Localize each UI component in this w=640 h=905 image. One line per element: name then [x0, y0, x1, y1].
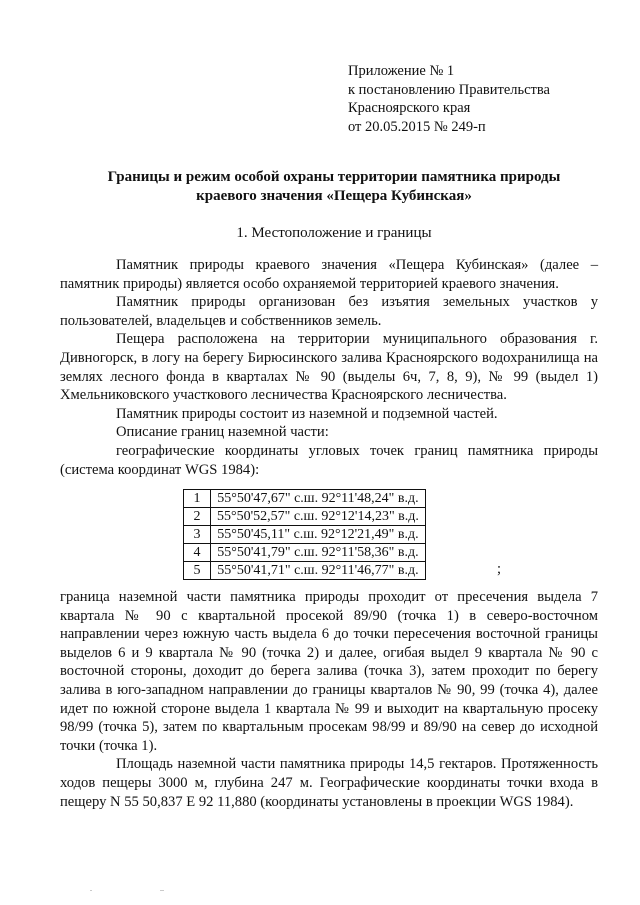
paragraph: Памятник природы краевого значения «Пещера Кубинская» (далее – памятник природы) является особо охраняемой территорией краевого значения.: [60, 257, 598, 292]
point-number: 1: [184, 490, 211, 508]
paragraph: Пещера расположена на территории муниципального образования г. Дивногорск, в логу на берегу Бирюсинского залива Красноярского водохранилища на землях лесного фонда в кварталах № 90 (выделы 6ч, 7, 8, 9), № 99 (выдел 1) Хмельниковского участкового лесничества Красноярского лесничества.: [60, 331, 598, 404]
paragraph: граница наземной части памятника природы проходит от пресечения выдела 7 квартала № 90 с квартальной просекой 89/90 (точка 1) в северо-восточном направлении через южную часть выдела 6 до точки пересечения восточной границы выделов 6 и 9 квартала № 90 (точка 2) и далее, огибая выдел 9 квартала № 90 с восточной стороны, доходит до берега залива (точка 3), затем проходит по берегу залива в юго-западном направлении до границы кварталов № 90, 99 (точка 4), далее идет по южной стороне выдела 1 квартала № 99 и выходит на квартальную просеку 98/99 (точка 5), затем по квартальным просекам 98/99 и 89/90 на север до исходной точки (точка 1).: [60, 589, 598, 754]
title-line-2: краевого значения «Пещера Кубинская»: [196, 188, 472, 204]
section-heading: 1. Местоположение и границы: [236, 225, 432, 241]
coordinates-table: [183, 489, 426, 580]
table-row: [184, 544, 426, 562]
appendix-line: Приложение № 1: [348, 63, 455, 79]
appendix-block: [348, 62, 550, 136]
paragraph: Площадь наземной части памятника природы 14,5 гектаров. Протяженность ходов пещеры 3000 м, глубина 247 м. Географические координаты точки входа в пещеру N 55 50,837 E 92 11,880 (координаты установлены в проекции WGS 1984).: [60, 756, 598, 810]
scan-mark: ..: [160, 884, 164, 893]
point-number: 2: [184, 508, 211, 526]
table-row: [184, 562, 426, 580]
paragraph: Памятник природы организован без изъятия земельных участков у пользователей, владельцев и собственников земель.: [60, 294, 598, 329]
body-text-bottom: [60, 588, 598, 811]
appendix-line: к постановлению Правительства: [348, 81, 550, 98]
point-coordinates: 55°50'45,11" с.ш. 92°12'21,49" в.д.: [211, 526, 426, 544]
title-line-1: Границы и режим особой охраны территории памятника природы: [107, 169, 561, 185]
table-row: [184, 508, 426, 526]
appendix-line: Красноярского края: [348, 100, 471, 116]
table-suffix: ;: [497, 561, 502, 577]
scan-mark: .: [90, 884, 92, 893]
document-title: [60, 168, 608, 206]
point-number: 5: [184, 562, 211, 580]
point-coordinates: 55°50'41,71" с.ш. 92°11'46,77" в.д.: [211, 562, 426, 580]
point-coordinates: 55°50'41,79" с.ш. 92°11'58,36" в.д.: [211, 544, 426, 562]
table-row: [184, 526, 426, 544]
table-row: [184, 490, 426, 508]
point-coordinates: 55°50'47,67" с.ш. 92°11'48,24" в.д.: [211, 490, 426, 508]
paragraph: географические координаты угловых точек границ памятника природы (система координат WGS 1984):: [60, 442, 598, 478]
point-coordinates: 55°50'52,57" с.ш. 92°12'14,23" в.д.: [211, 508, 426, 526]
point-number: 3: [184, 526, 211, 544]
paragraph: Памятник природы состоит из наземной и подземной частей.: [116, 405, 498, 422]
point-number: 4: [184, 544, 211, 562]
paragraph: Описание границ наземной части:: [116, 424, 329, 441]
body-text-top: [60, 256, 598, 479]
appendix-line: от 20.05.2015 № 249-п: [348, 118, 486, 135]
